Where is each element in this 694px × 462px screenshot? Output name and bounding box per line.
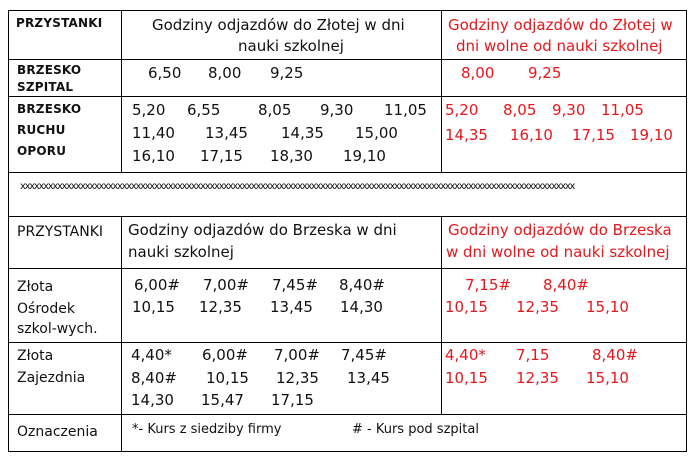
s2-r1-school-time: 10,15 <box>132 298 175 316</box>
s2-r2-school-time: 4,40* <box>131 346 172 364</box>
s1-r2-free-time: 14,35 <box>445 126 488 144</box>
s1-r1-free-time: 8,00 <box>461 64 495 82</box>
s2-r1-school-time: 14,30 <box>340 298 383 316</box>
s1-r2-school-time: 19,10 <box>343 147 386 165</box>
s1-r2-school-time: 5,20 <box>132 101 166 119</box>
s2-r1-school-time: 7,00# <box>203 276 249 294</box>
divider-s2-row2 <box>8 414 687 415</box>
divider-s1-end <box>8 172 687 173</box>
s1-r1-school-time: 9,25 <box>270 64 304 82</box>
border-left <box>8 10 9 452</box>
s2-r1-free-time: 12,35 <box>516 298 559 316</box>
s1-r2-school-time: 11,40 <box>132 124 175 142</box>
s1-r2-school-time: 15,00 <box>355 124 398 142</box>
s2-r2-stop-line2: Zajezdnia <box>17 370 86 386</box>
s1-r1-stop-line2: SZPITAL <box>17 80 74 94</box>
s2-free-header-line2: w dni wolne od nauki szkolnej <box>446 243 670 261</box>
s2-r2-free-time: 10,15 <box>445 369 488 387</box>
s2-r2-free-time: 12,35 <box>516 369 559 387</box>
s2-r2-school-time: 17,15 <box>271 391 314 409</box>
s2-r2-school-time: 14,30 <box>131 391 174 409</box>
s2-school-header-line2: nauki szkolnej <box>128 243 234 261</box>
s2-r1-free-time: 8,40# <box>543 276 589 294</box>
s1-stops-header: PRZYSTANKI <box>16 16 103 30</box>
s2-r2-free-time: 4,40* <box>445 346 486 364</box>
s1-free-header-line1: Godziny odjazdów do Złotej w <box>448 16 673 34</box>
s2-r1-school-time: 12,35 <box>199 298 242 316</box>
s1-r2-free-time: 5,20 <box>445 101 479 119</box>
border-bottom <box>8 451 687 452</box>
s2-r2-school-time: 13,45 <box>347 369 390 387</box>
divider-s2-header <box>8 268 687 269</box>
divider-separator-end <box>8 216 687 217</box>
col-divider-s2-b <box>441 216 442 414</box>
s2-r1-stop-line3: szkol-wych. <box>17 321 98 337</box>
border-top <box>8 10 687 11</box>
s2-r2-school-time: 7,45# <box>341 346 387 364</box>
col-divider-s1-b <box>441 10 442 172</box>
s1-r2-free-time: 16,10 <box>510 126 553 144</box>
s1-r2-school-time: 14,35 <box>281 124 324 142</box>
s1-r2-school-time: 18,30 <box>270 147 313 165</box>
s1-school-header-line1: Godziny odjazdów do Złotej w dni <box>152 16 405 34</box>
s2-r1-free-time: 7,15# <box>465 276 511 294</box>
s2-school-header-line1: Godziny odjazdów do Brzeska w dni <box>128 221 397 239</box>
s2-r2-school-time: 7,00# <box>274 346 320 364</box>
s2-free-header-line1: Godziny odjazdów do Brzeska <box>448 221 672 239</box>
s2-r1-stop-line1: Złota <box>17 279 54 295</box>
s1-r2-stop-line1: BRZESKO <box>17 102 82 116</box>
s1-r2-school-time: 17,15 <box>200 147 243 165</box>
s2-r2-free-time: 15,10 <box>586 369 629 387</box>
s2-r2-free-time: 7,15 <box>516 346 550 364</box>
s1-r2-school-time: 8,05 <box>258 101 292 119</box>
s1-r2-school-time: 9,30 <box>320 101 354 119</box>
s2-r2-school-time: 15,47 <box>201 391 244 409</box>
s2-r1-school-time: 8,40# <box>339 276 385 294</box>
s2-r2-stop-line1: Złota <box>17 348 54 364</box>
s1-r1-free-time: 9,25 <box>528 64 562 82</box>
divider-s1-header <box>8 59 687 60</box>
s2-r2-school-time: 6,00# <box>202 346 248 364</box>
s2-r1-school-time: 7,45# <box>272 276 318 294</box>
s2-r2-school-time: 8,40# <box>131 369 177 387</box>
col-divider-s1-a <box>121 10 122 172</box>
s2-r1-school-time: 13,45 <box>270 298 313 316</box>
s1-r1-school-time: 8,00 <box>208 64 242 82</box>
separator-row: xxxxxxxxxxxxxxxxxxxxxxxxxxxxxxxxxxxxxxxxxxxxxxxxxxxxxxxxxxxxxxxxxxxxxxxxxxxxxxxxxxxxxxxxxxxxxxxxxxxxxxxxxxxxxxxxxxxxxxxx <box>20 182 575 192</box>
s1-r1-school-time: 6,50 <box>148 64 182 82</box>
divider-s1-row1 <box>8 96 687 97</box>
s1-r2-free-time: 17,15 <box>572 126 615 144</box>
legend-label: Oznaczenia <box>17 424 98 440</box>
s1-r2-free-time: 9,30 <box>552 101 586 119</box>
s2-r2-school-time: 12,35 <box>276 369 319 387</box>
s1-free-header-line2: dni wolne od nauki szkolnej <box>456 37 663 55</box>
s2-r1-school-time: 6,00# <box>134 276 180 294</box>
s1-r2-free-time: 19,10 <box>630 126 673 144</box>
border-right <box>686 10 687 452</box>
s1-school-header-line2: nauki szkolnej <box>238 37 344 55</box>
s1-r2-free-time: 8,05 <box>503 101 537 119</box>
legend-hash-note: # - Kurs pod szpital <box>352 422 479 437</box>
s2-r2-free-time: 8,40# <box>592 346 638 364</box>
divider-s2-row1 <box>8 342 687 343</box>
s2-r1-free-time: 15,10 <box>586 298 629 316</box>
s1-r2-school-time: 16,10 <box>132 147 175 165</box>
s1-r1-stop-line1: BRZESKO <box>17 63 82 77</box>
s1-r2-school-time: 6,55 <box>187 101 221 119</box>
col-divider-s2-a <box>121 216 122 451</box>
s1-r2-school-time: 13,45 <box>205 124 248 142</box>
s1-r2-free-time: 11,05 <box>601 101 644 119</box>
legend-asterisk-note: *- Kurs z siedziby firmy <box>132 422 282 437</box>
s1-r2-stop-line3: OPORU <box>17 144 67 158</box>
s1-r2-stop-line2: RUCHU <box>17 123 66 137</box>
s2-r1-free-time: 10,15 <box>445 298 488 316</box>
s2-stops-header: PRZYSTANKI <box>17 224 104 240</box>
s2-r1-stop-line2: Ośrodek <box>17 301 75 317</box>
s1-r2-school-time: 11,05 <box>384 101 427 119</box>
s2-r2-school-time: 10,15 <box>206 369 249 387</box>
